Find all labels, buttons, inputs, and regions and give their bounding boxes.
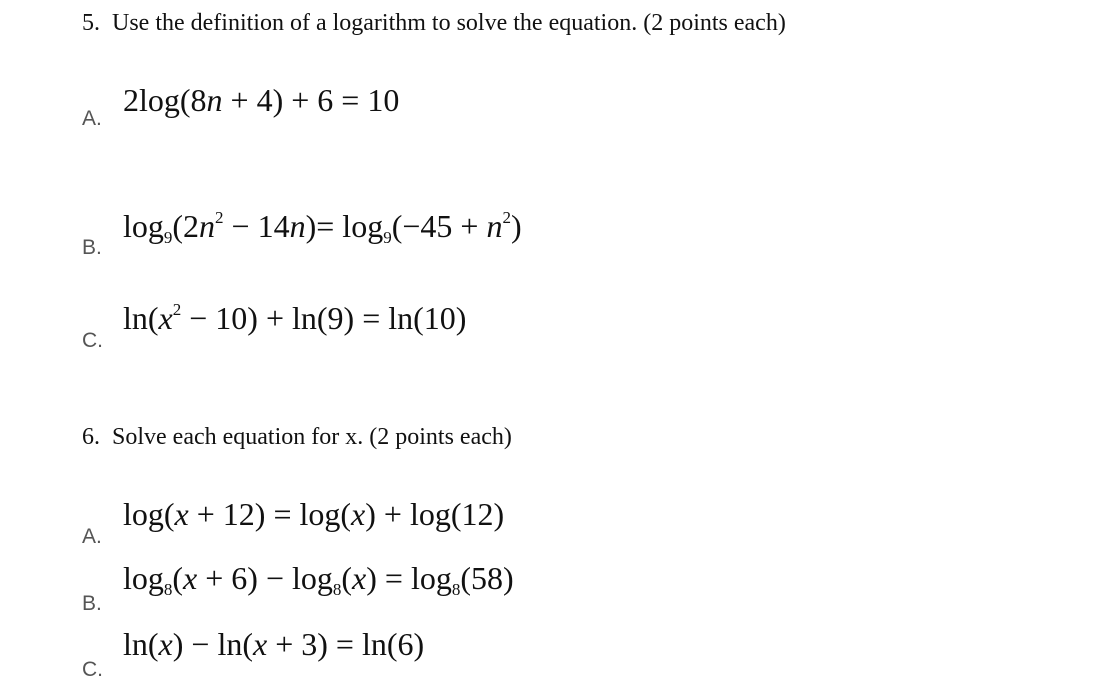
eq-text: + 12) = log( bbox=[188, 496, 352, 532]
variable: x bbox=[253, 626, 268, 662]
item-letter-6a: A. bbox=[82, 525, 102, 548]
eq-text: (−45 + bbox=[391, 208, 487, 244]
variable: x bbox=[158, 300, 173, 336]
eq-text: + 6) − bbox=[197, 560, 292, 596]
log-base: 8 bbox=[451, 580, 461, 599]
log-base: 8 bbox=[332, 580, 342, 599]
eq-text: ln( bbox=[123, 300, 159, 336]
item-letter-5c: C. bbox=[82, 329, 103, 352]
eq-text: (2 bbox=[172, 208, 200, 244]
equation-6b bbox=[123, 560, 514, 597]
log-function: log bbox=[123, 560, 164, 596]
eq-text: (58) bbox=[460, 560, 514, 596]
variable: x bbox=[158, 626, 173, 662]
problem-number: 5. bbox=[82, 10, 100, 36]
exponent: 2 bbox=[502, 208, 511, 227]
variable: n bbox=[199, 208, 216, 244]
log-function: log bbox=[342, 208, 384, 244]
eq-text: log( bbox=[123, 496, 175, 532]
eq-text: ( bbox=[341, 560, 353, 596]
log-function: log bbox=[292, 560, 333, 596]
eq-text: 2log(8 bbox=[123, 82, 207, 118]
eq-text: + 3) = ln(6) bbox=[267, 626, 425, 662]
variable: x bbox=[351, 496, 366, 532]
problem-5-heading bbox=[82, 10, 786, 37]
problem-number: 6. bbox=[82, 424, 100, 450]
log-function: log bbox=[123, 208, 164, 244]
eq-text: − 10) + ln(9) = ln(10) bbox=[181, 300, 467, 336]
problem-instruction: Solve each equation for x. (2 points each) bbox=[112, 424, 512, 450]
variable: n bbox=[486, 208, 503, 244]
eq-text: ( bbox=[172, 560, 184, 596]
eq-text: ) bbox=[510, 208, 522, 244]
eq-text: ) − ln( bbox=[172, 626, 253, 662]
log-base: 8 bbox=[163, 580, 173, 599]
equation-5a bbox=[123, 82, 399, 119]
log-function: log bbox=[410, 560, 452, 596]
item-letter-5a: A. bbox=[82, 107, 102, 130]
variable: n bbox=[206, 82, 223, 118]
log-base: 9 bbox=[163, 228, 173, 247]
eq-text: ) = bbox=[366, 560, 411, 596]
item-letter-6b: B. bbox=[82, 592, 102, 615]
exponent: 2 bbox=[172, 300, 182, 319]
variable: n bbox=[289, 208, 306, 244]
equation-5c bbox=[123, 300, 466, 337]
equation-6a bbox=[123, 496, 504, 533]
variable: x bbox=[174, 496, 189, 532]
problem-instruction: Use the definition of a logarithm to solve the equation. (2 points each) bbox=[112, 10, 786, 36]
exponent: 2 bbox=[215, 208, 224, 227]
eq-text: ) + log(12) bbox=[365, 496, 505, 532]
equation-6c bbox=[123, 626, 424, 663]
eq-text: + 4) + 6 = 10 bbox=[222, 82, 400, 118]
problem-6-heading bbox=[82, 424, 512, 451]
variable: x bbox=[183, 560, 198, 596]
eq-text: − 14 bbox=[223, 208, 290, 244]
eq-text: ln( bbox=[123, 626, 159, 662]
variable: x bbox=[352, 560, 367, 596]
item-letter-6c: C. bbox=[82, 658, 103, 681]
equation-5b bbox=[123, 208, 522, 245]
log-base: 9 bbox=[383, 228, 392, 247]
item-letter-5b: B. bbox=[82, 236, 102, 259]
eq-text: )= bbox=[305, 208, 343, 244]
